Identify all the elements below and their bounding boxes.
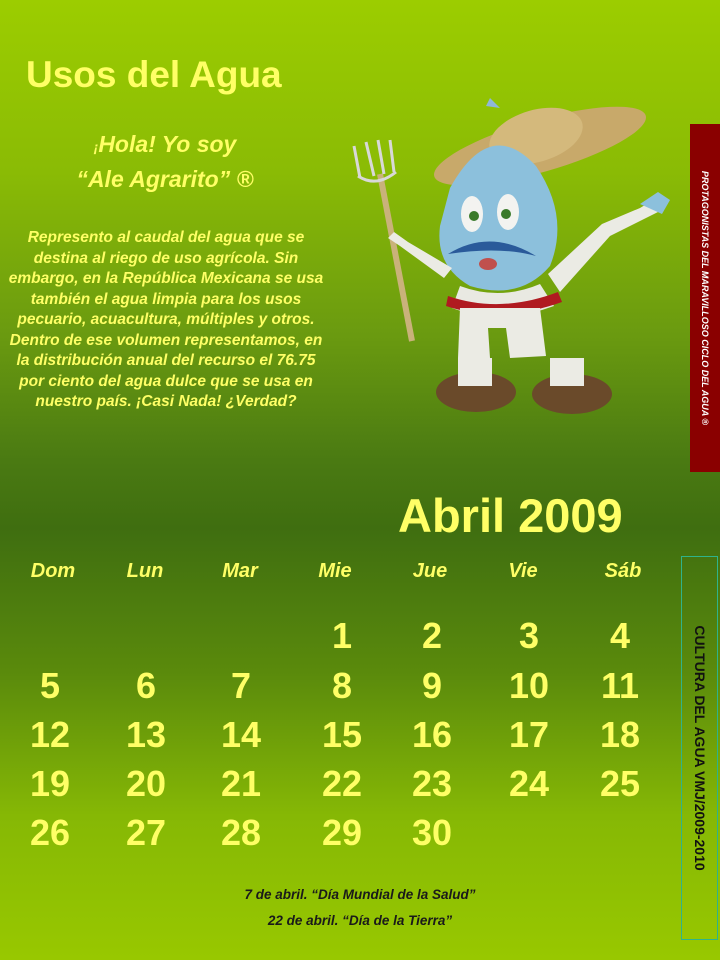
calendar-day: 14 <box>220 714 262 755</box>
calendar-day: 13 <box>125 714 167 755</box>
calendar-day: 12 <box>29 714 71 755</box>
calendar-day: 27 <box>125 812 167 853</box>
calendar-day: 10 <box>508 665 550 706</box>
calendar-day: 29 <box>321 812 363 853</box>
calendar-month-title: Abril 2009 <box>398 489 623 542</box>
weekday-label: Dom <box>30 560 76 582</box>
calendar-day: 17 <box>508 714 550 755</box>
weekday-label: Jue <box>412 560 448 582</box>
calendar-day: 6 <box>135 665 157 706</box>
calendar-day: 26 <box>29 812 71 853</box>
side-label-top <box>690 124 720 472</box>
calendar-day: 19 <box>29 763 71 804</box>
calendar-day: 18 <box>599 714 641 755</box>
calendar-day: 28 <box>220 812 262 853</box>
calendar-day: 9 <box>421 665 443 706</box>
calendar-day: 22 <box>321 763 363 804</box>
side-label-bottom-text: CULTURA DEL AGUA VMJ/2009-2010 <box>691 625 708 871</box>
calendar-day: 2 <box>421 615 443 656</box>
mascot-body <box>388 146 670 414</box>
calendar-day: 30 <box>411 812 453 853</box>
notes <box>150 882 570 934</box>
calendar-day: 15 <box>321 714 363 755</box>
page-title: Usos del Agua <box>26 54 282 95</box>
calendar-day: 7 <box>230 665 252 706</box>
water-drop-mascot-image <box>340 96 718 426</box>
greeting <box>40 128 290 195</box>
weekday-label: Mie <box>318 560 352 582</box>
calendar-day: 21 <box>220 763 262 804</box>
calendar-day: 25 <box>599 763 641 804</box>
calendar-day: 8 <box>331 665 353 706</box>
calendar-weekday-header <box>0 560 680 584</box>
calendar-day: 23 <box>411 763 453 804</box>
note-salud: 7 de abril. “Día Mundial de la Salud” <box>244 887 476 902</box>
side-label-bottom <box>681 556 718 940</box>
calendar-day: 4 <box>609 615 631 656</box>
note-tierra: 22 de abril. “Día de la Tierra” <box>267 913 453 928</box>
greeting-line1: Hola! Yo soy <box>98 131 237 157</box>
calendar-day: 3 <box>518 615 540 656</box>
weekday-label: Vie <box>508 560 538 582</box>
calendar-day: 1 <box>331 615 353 656</box>
greeting-line2: “Ale Agrarito” ® <box>76 166 254 192</box>
weekday-label: Sáb <box>604 560 642 582</box>
calendar-grid <box>0 614 680 864</box>
calendar-day: 5 <box>39 665 61 706</box>
calendar-day: 16 <box>411 714 453 755</box>
calendar-day: 11 <box>600 665 640 706</box>
description-text: Represento al caudal del agua que se destina al riego de uso agrícola. Sin embargo, en la República Mexicana se usa también el agua limpia para los usos pecuario, acuacultura, múltiples y otros. Dentro de ese volumen representamos, en la distribución anual del recurso el 76.75 por ciento del agua dulce que se usa en nuestro país. ¡Casi Nada! ¿Verdad? <box>8 229 324 410</box>
side-label-top-text: PROTAGONISTAS DEL MARAVILLOSO CICLO DEL AGUA ® <box>700 170 710 426</box>
greeting-exclamation: ¡ <box>93 139 99 155</box>
calendar-day: 20 <box>125 763 167 804</box>
weekday-label: Lun <box>126 560 164 582</box>
calendar-day: 24 <box>508 763 550 804</box>
weekday-label: Mar <box>222 560 258 582</box>
